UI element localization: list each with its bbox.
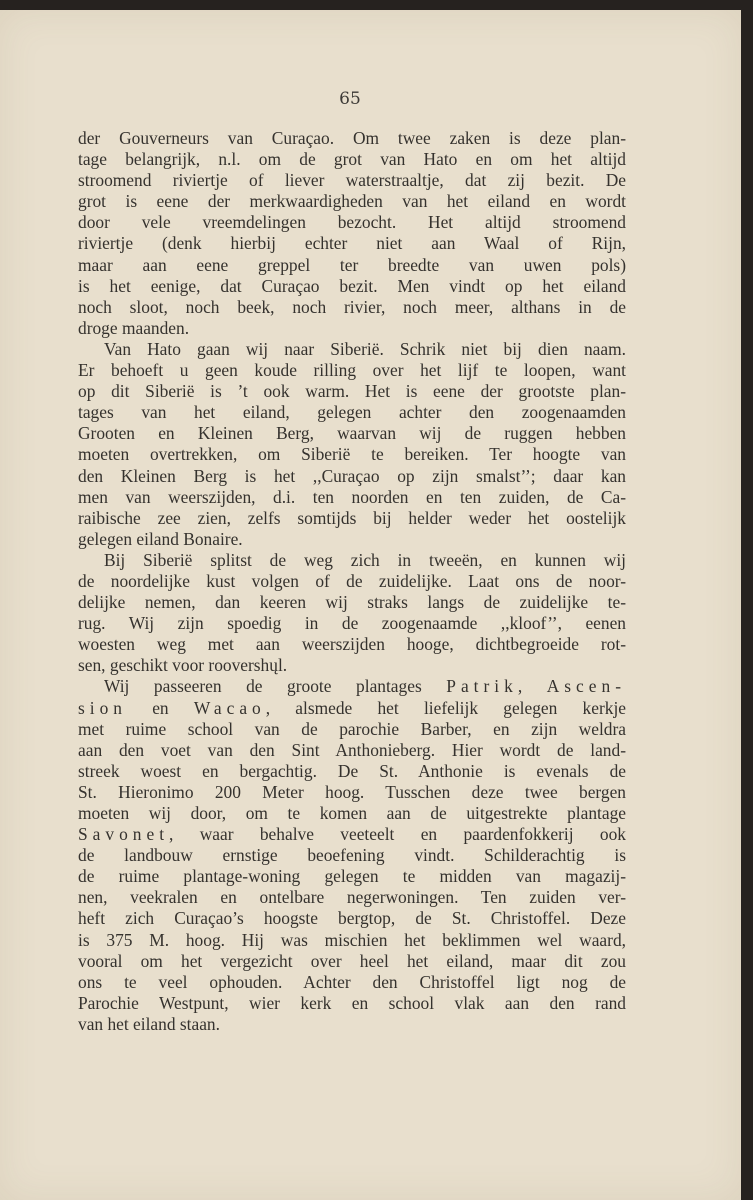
text-line: grot is eene der merkwaardigheden van het eiland en wordt bbox=[78, 191, 626, 212]
text-line: rug. Wij zijn spoedig in de zoogenaamde ,,kloof’’, eenen bbox=[78, 613, 626, 634]
text-line: tages van het eiland, gelegen achter den zoogenaamden bbox=[78, 402, 626, 423]
text-line: vooral om het vergezicht over heel het eiland, maar dit zou bbox=[78, 950, 626, 971]
text-line: heft zich Curaçao’s hoogste bergtop, de St. Christoffel. Deze bbox=[78, 908, 626, 929]
text-line: stroomend riviertje of liever waterstraaltje, dat zij bezit. De bbox=[78, 170, 626, 191]
text-line: Parochie Westpunt, wier kerk en school vlak aan den rand bbox=[78, 992, 626, 1013]
text-line: moeten overtrekken, om Siberië te bereiken. Ter hoogte van bbox=[78, 444, 626, 465]
plantage-name: Savonet bbox=[78, 824, 170, 845]
text-line: Er behoeft u geen koude rilling over het lijf te loopen, want bbox=[78, 360, 626, 381]
text-line: op dit Siberië is ’t ook warm. Het is eene der grootste plan- bbox=[78, 381, 626, 402]
text-line: Grooten en Kleinen Berg, waarvan wij de ruggen hebben bbox=[78, 423, 626, 444]
text-line: aan den voet van den Sint Anthonieberg. Hier wordt de land- bbox=[78, 739, 626, 760]
text-line: tage belangrijk, n.l. om de grot van Hato en om het altijd bbox=[78, 149, 626, 170]
text-line: delijke nemen, dan keeren wij straks langs de zuidelijke te- bbox=[78, 592, 626, 613]
paragraph bbox=[78, 128, 626, 339]
text-line: Bij Siberië splitst de weg zich in tweeën, en kunnen wij bbox=[104, 549, 626, 570]
text-line: droge maanden. bbox=[78, 317, 190, 338]
text-line: sen, geschikt voor roovershųl. bbox=[78, 655, 288, 676]
text-line: men van weerszijden, d.i. ten noorden en ten zuiden, de Ca- bbox=[78, 486, 626, 507]
text-line: riviertje (denk hierbij echter niet aan Waal of Rijn, bbox=[78, 233, 626, 254]
text-line: nen, veekralen en ontelbare negerwoningen. Ten zuiden ver- bbox=[78, 887, 626, 908]
book-page bbox=[0, 10, 741, 1200]
paragraph bbox=[78, 339, 626, 550]
plantage-name: sion bbox=[78, 697, 127, 718]
plantage-name: Wacao bbox=[193, 697, 266, 718]
text-line: de noordelijke kust volgen of de zuidelijke. Laat ons de noor- bbox=[78, 570, 626, 591]
text-line: van het eiland staan. bbox=[78, 1013, 220, 1034]
body-text bbox=[78, 128, 626, 1035]
scan-edge bbox=[741, 0, 753, 1200]
text-line: door vele vreemdelingen bezocht. Het altijd stroomend bbox=[78, 212, 626, 233]
text-line: moeten wij door, om te komen aan de uitgestrekte plantage bbox=[78, 803, 626, 823]
plantage-name: Patrik bbox=[446, 676, 518, 697]
text-line: streek woest en bergachtig. De St. Anthonie is evenals de bbox=[78, 760, 626, 781]
text-line: gelegen eiland Bonaire. bbox=[78, 528, 243, 549]
text-line: de ruime plantage-woning gelegen te midden van magazij- bbox=[78, 866, 626, 887]
paragraph-plantages bbox=[78, 676, 626, 1035]
text-line: woesten weg met aan weerszijden hooge, dichtbegroeide rot- bbox=[78, 634, 626, 655]
text-line: raibische zee zien, zelfs somtijds bij helder weder het oostelijk bbox=[78, 507, 626, 528]
text-line: Savonet, waar behalve veeteelt en paardenfokkerij ook bbox=[78, 824, 626, 845]
text-line: noch sloot, noch beek, noch rivier, noch meer, althans in de bbox=[78, 296, 626, 317]
text-line: is het eenige, dat Curaçao bezit. Men vindt op het eiland bbox=[78, 275, 626, 296]
text-line: St. Hieronimo 200 Meter hoog. Tusschen deze twee bergen bbox=[78, 781, 626, 802]
page-number: 65 bbox=[339, 89, 361, 109]
text-line: met ruime school van de parochie Barber, en zijn weldra bbox=[78, 718, 626, 739]
text-line: sion en Wacao, alsmede het liefelijk gelegen kerkje bbox=[78, 697, 626, 718]
paragraph bbox=[78, 550, 626, 677]
paragraph-group bbox=[78, 128, 626, 676]
plantage-name: Ascen- bbox=[546, 676, 626, 697]
text-line: is 375 M. hoog. Hij was mischien het beklimmen wel waard, bbox=[78, 929, 626, 950]
text-line: den Kleinen Berg is het ,,Curaçao op zijn smalst’’; daar kan bbox=[78, 465, 626, 486]
text-line: de landbouw ernstige beoefening vindt. Schilderachtig is bbox=[78, 845, 626, 866]
text-line: Wij passeeren de groote plantages Patrik, Ascen- bbox=[104, 676, 626, 697]
text-line: Van Hato gaan wij naar Siberië. Schrik niet bij dien naam. bbox=[104, 338, 626, 359]
text-line: ons te veel ophouden. Achter den Christoffel ligt nog de bbox=[78, 971, 626, 992]
text-line: der Gouverneurs van Curaçao. Om twee zaken is deze plan- bbox=[78, 128, 626, 148]
text-line: maar aan eene greppel ter breedte van uwen pols) bbox=[78, 254, 626, 275]
